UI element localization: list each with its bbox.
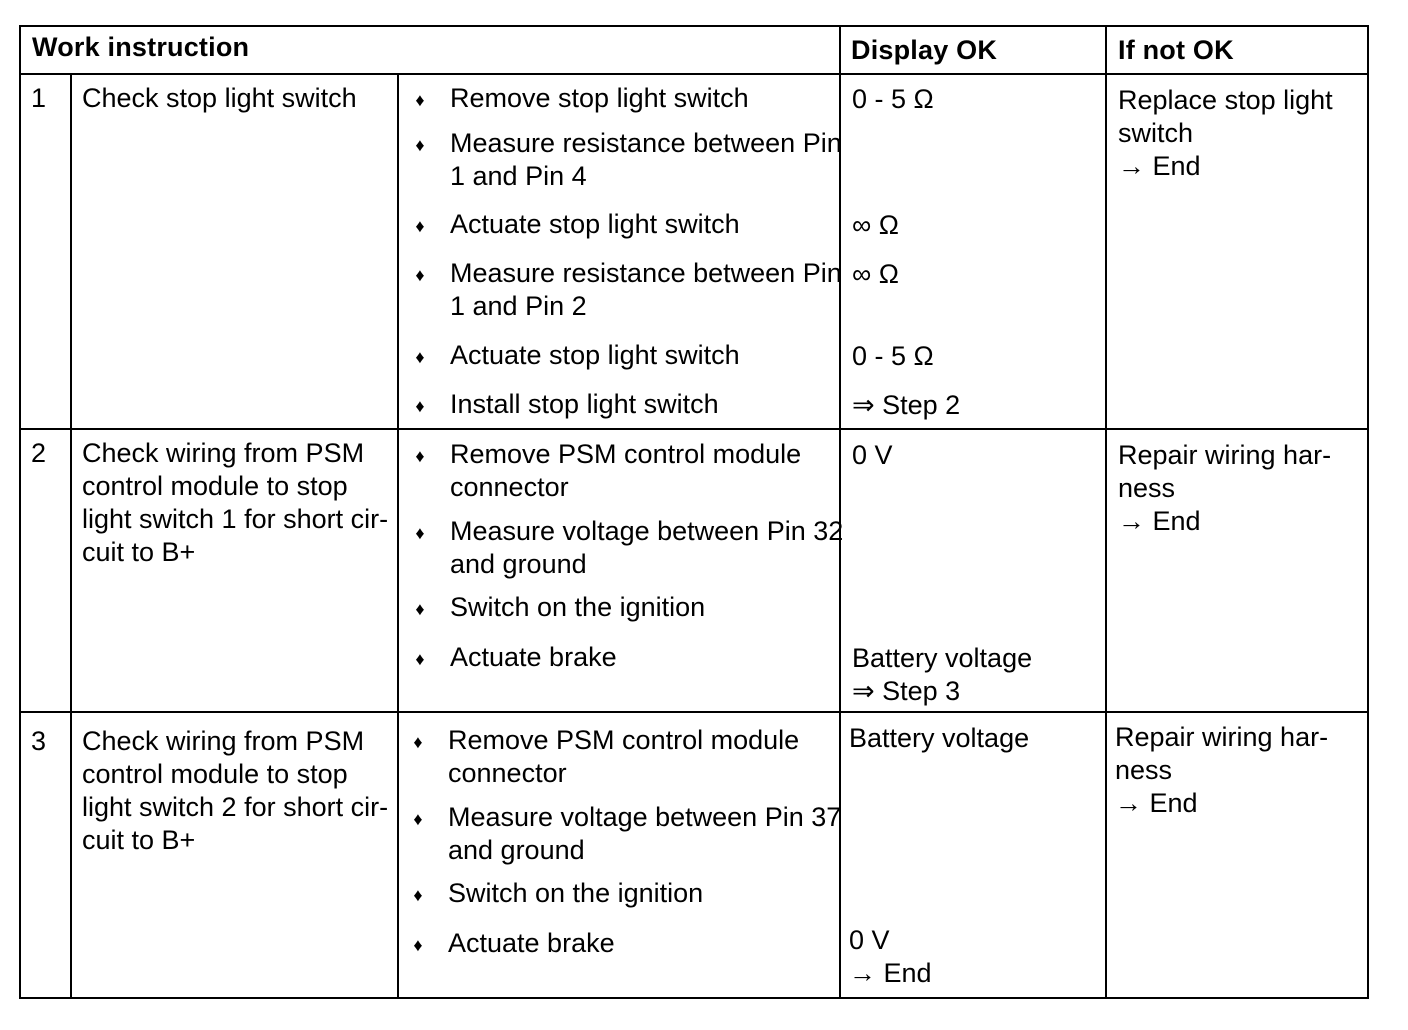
step-2-action-1: Remove PSM control module connector <box>450 439 802 502</box>
table-border-left <box>19 25 21 999</box>
step-1-bullet: ♦ <box>415 216 425 236</box>
step-1-action-4: Measure resistance between Pin 1 and Pin 2 <box>450 258 842 321</box>
step-1-display-5: ⇒ Step 2 <box>852 390 961 420</box>
step-1-number: 1 <box>31 83 47 113</box>
table-border-top <box>19 25 1369 27</box>
step-3-action-4: Actuate brake <box>448 928 615 958</box>
step-1-bullet: ♦ <box>415 90 425 110</box>
step-2-action-3: Switch on the ignition <box>450 592 706 622</box>
step-1-bullet: ♦ <box>415 396 425 416</box>
step-2-display-2: Battery voltage ⇒ Step 3 <box>852 643 1033 706</box>
step-3-action-1: Remove PSM control module connector <box>448 725 800 788</box>
step-1-display-4: 0 - 5 Ω <box>852 341 934 371</box>
step-1-display-3: ∞ Ω <box>852 259 899 289</box>
step-3-action-3: Switch on the ignition <box>448 878 704 908</box>
table-border-right <box>1367 25 1369 999</box>
step-1-action-6: Install stop light switch <box>450 389 719 419</box>
step-3-bullet: ♦ <box>413 935 423 955</box>
header-work-instruction: Work instruction <box>32 32 250 62</box>
header-display-ok: Display OK <box>851 35 998 65</box>
table-border-bottom <box>19 997 1369 999</box>
step-3-action-2: Measure voltage between Pin 37 and ground <box>448 802 842 865</box>
step-1-action-2: Measure resistance between Pin 1 and Pin 4 <box>450 128 842 191</box>
row-divider-1 <box>19 428 1369 430</box>
step-3-bullet: ♦ <box>413 732 423 752</box>
step-3-bullet: ♦ <box>413 809 423 829</box>
step-1-display-2: ∞ Ω <box>852 210 899 240</box>
step-1-bullet: ♦ <box>415 265 425 285</box>
step-2-bullet: ♦ <box>415 446 425 466</box>
step-2-display-1: 0 V <box>852 440 893 470</box>
step-1-action-5: Actuate stop light switch <box>450 340 740 370</box>
row-divider-2 <box>19 711 1369 713</box>
header-if-not-ok: If not OK <box>1118 35 1234 65</box>
step-1-action-1: Remove stop light switch <box>450 83 749 113</box>
step-3-if-not-ok: Repair wiring har- ness → End <box>1115 722 1329 818</box>
step-3-bullet: ♦ <box>413 885 423 905</box>
step-2-bullet: ♦ <box>415 523 425 543</box>
step-1-bullet: ♦ <box>415 347 425 367</box>
step-2-description: Check wiring from PSM control module to stop light switch 1 for short cir- cuit to B+ <box>82 438 389 567</box>
step-3-display-2: 0 V → End <box>849 925 932 988</box>
col-divider-description <box>397 73 399 999</box>
step-2-bullet: ♦ <box>415 649 425 669</box>
step-3-description: Check wiring from PSM control module to stop light switch 2 for short cir- cuit to B+ <box>82 726 389 855</box>
step-2-number: 2 <box>31 438 47 468</box>
step-3-display-1: Battery voltage <box>849 723 1030 753</box>
step-1-description: Check stop light switch <box>82 83 357 113</box>
col-divider-number <box>70 73 72 999</box>
step-2-if-not-ok: Repair wiring har- ness → End <box>1118 440 1332 536</box>
step-1-if-not-ok: Replace stop light switch → End <box>1118 85 1333 181</box>
header-divider <box>19 73 1369 75</box>
step-1-bullet: ♦ <box>415 135 425 155</box>
step-2-action-2: Measure voltage between Pin 32 and ground <box>450 516 844 579</box>
col-divider-if-not-ok <box>1105 25 1107 999</box>
step-2-bullet: ♦ <box>415 599 425 619</box>
step-2-action-4: Actuate brake <box>450 642 617 672</box>
step-3-number: 3 <box>31 726 47 756</box>
step-1-action-3: Actuate stop light switch <box>450 209 740 239</box>
step-1-display-1: 0 - 5 Ω <box>852 84 934 114</box>
